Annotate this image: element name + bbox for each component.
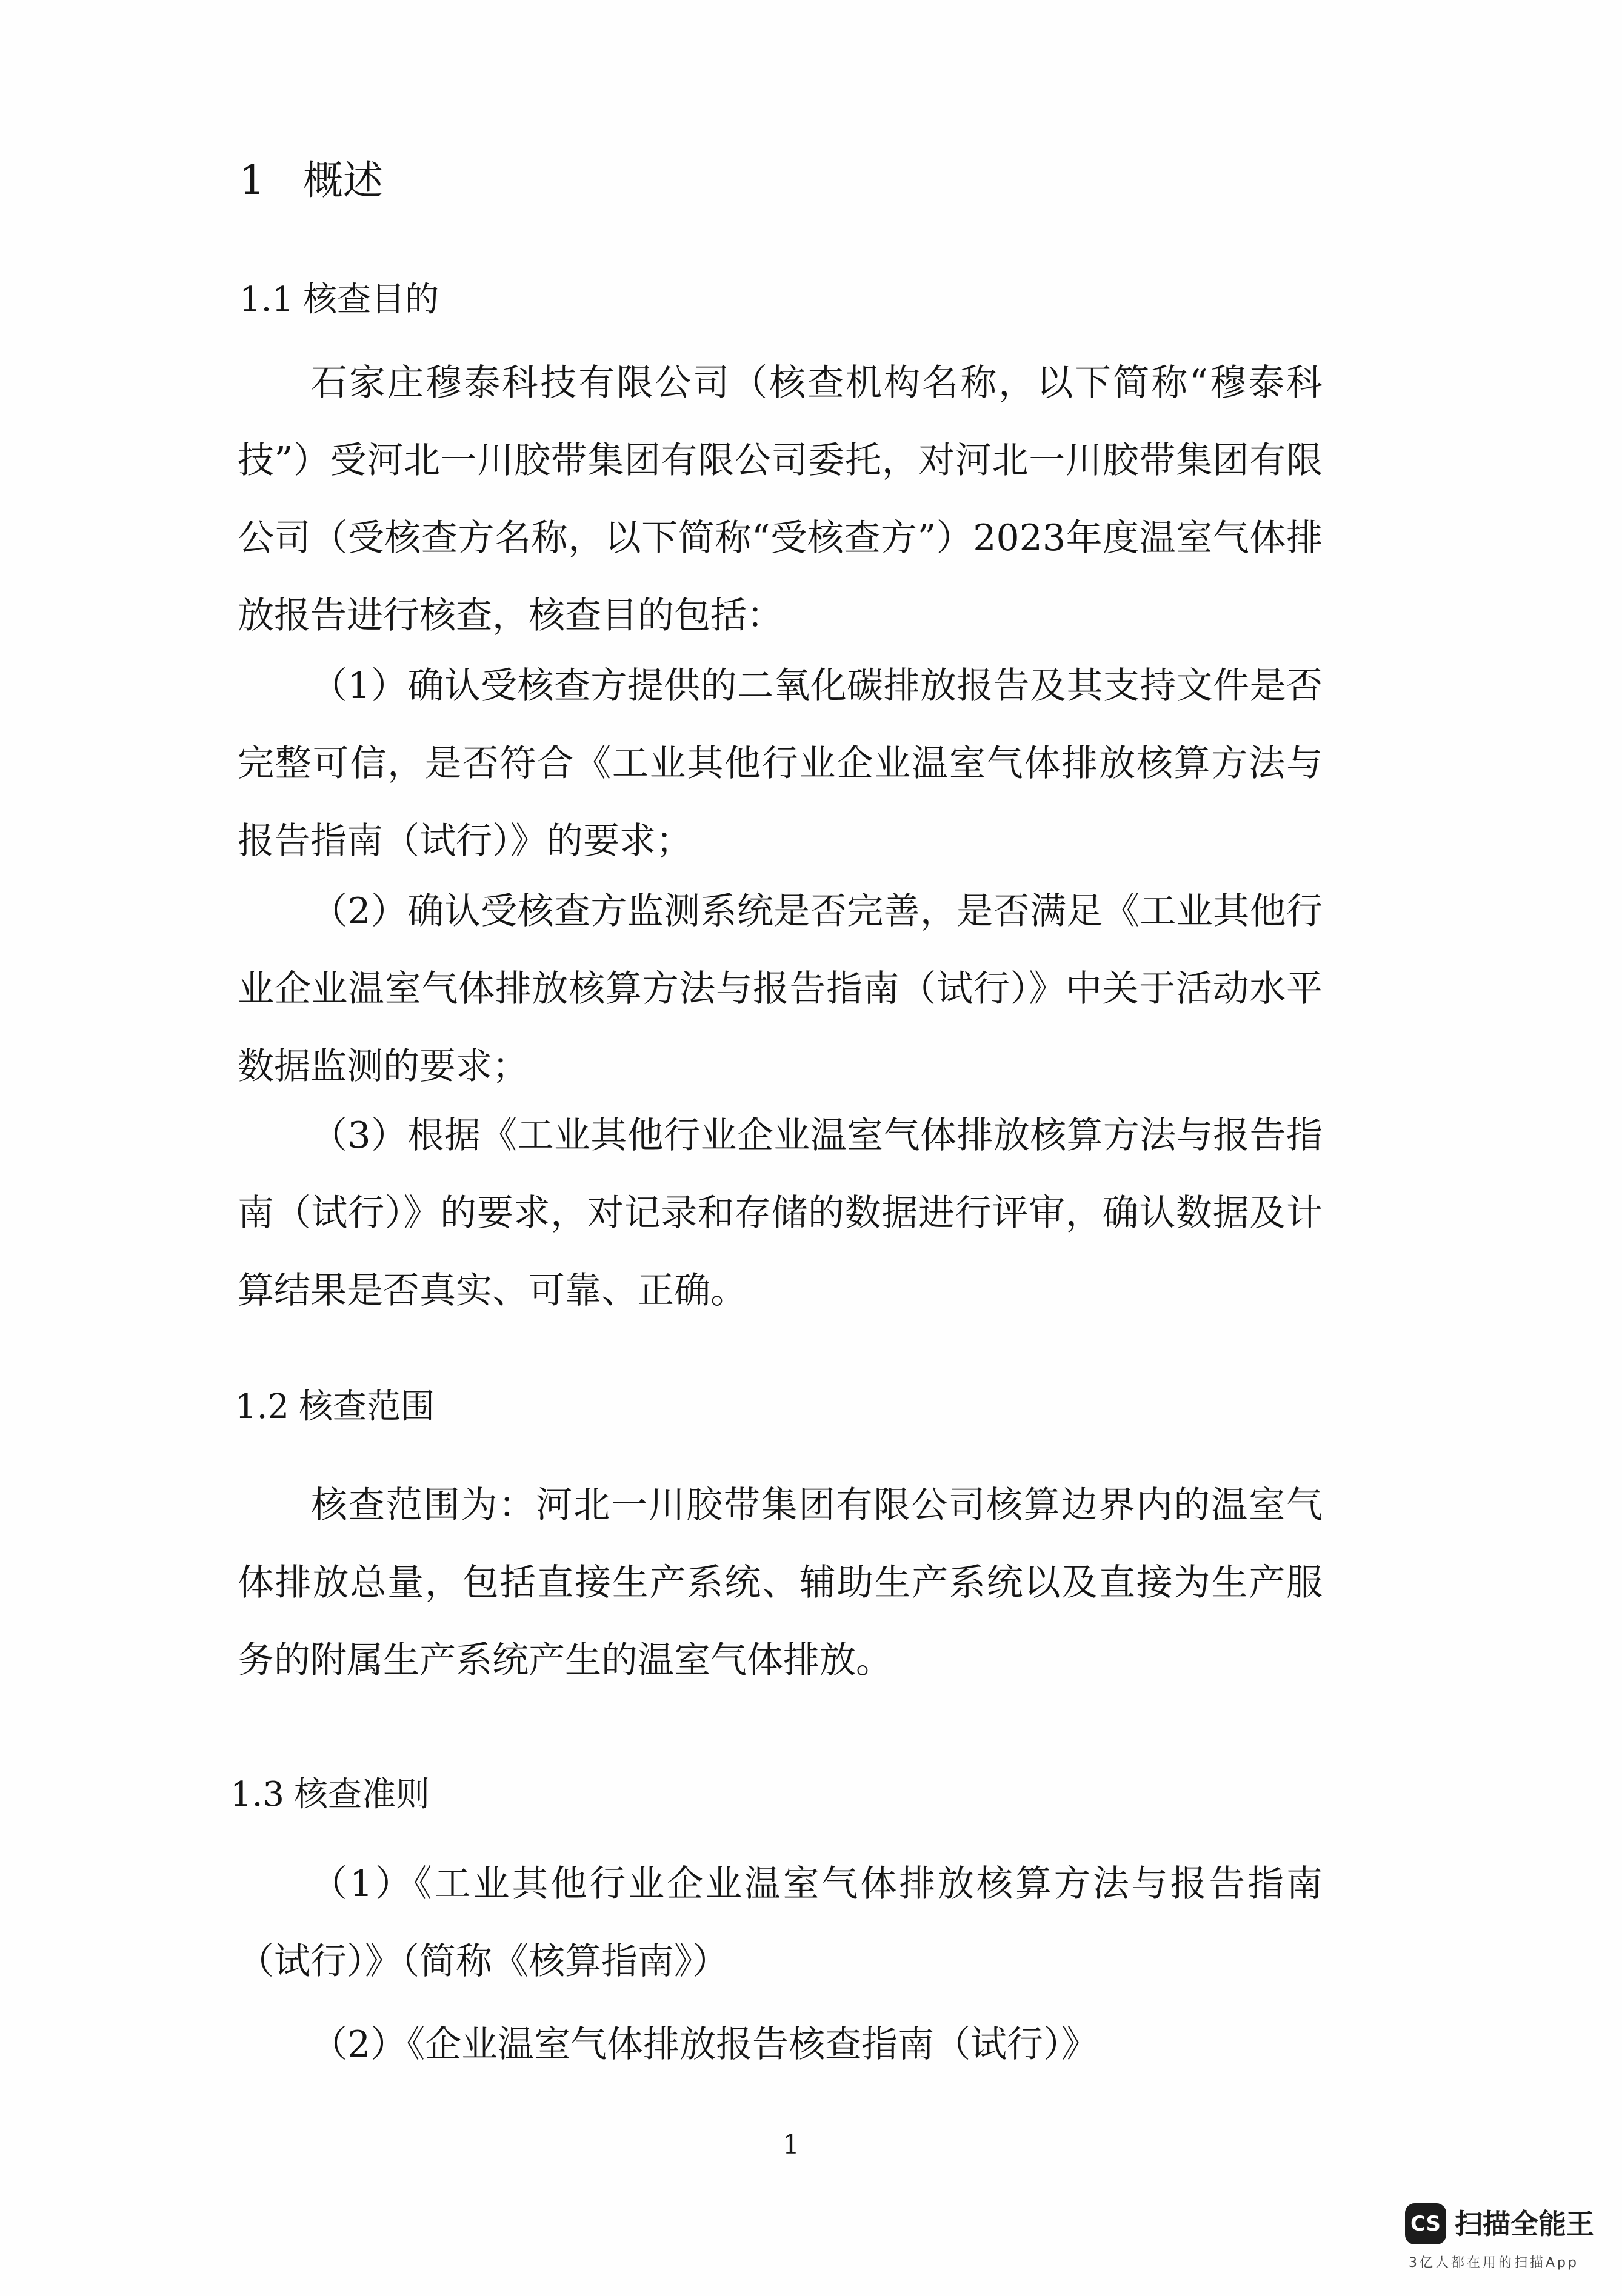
criteria-item-2: （2）《企业温室气体排放报告核查指南（试行）》 <box>311 2023 1098 2066</box>
scope-paragraph: 核查范围为：河北一川胶带集团有限公司核算边界内的温室气体排放总量，包括直接生产系统、辅助生产系统以及直接为生产服务的附属生产系统产生的温室气体排放。 <box>238 1484 1323 1682</box>
watermark-slogan: 3亿人都在用的扫描App <box>1409 2255 1579 2271</box>
subsection-title: 核查范围 <box>299 1387 435 1426</box>
subsection-heading-1-1 <box>239 276 439 324</box>
cs-logo-icon: CS <box>1405 2203 1446 2244</box>
scanner-watermark <box>1405 2203 1611 2288</box>
purpose-item-2: （2）确认受核查方监测系统是否完善，是否满足《工业其他行业企业温室气体排放核算方法与报告指南（试行）》中关于活动水平数据监测的要求； <box>238 890 1323 1088</box>
purpose-intro-paragraph: 石家庄穆泰科技有限公司（核查机构名称，以下简称“穆泰科技”）受河北一川胶带集团有限公司委托，对河北一川胶带集团有限公司（受核查方名称，以下简称“受核查方”）2023年度温室气体排放报告进行核查，核查目的包括： <box>238 362 1323 637</box>
section-title: 概述 <box>303 157 383 204</box>
watermark-brand: 扫描全能王 <box>1455 2208 1594 2240</box>
subsection-number: 1.1 <box>239 280 294 319</box>
purpose-item-3: （3）根据《工业其他行业企业温室气体排放核算方法与报告指南（试行）》的要求，对记录和存储的数据进行评审，确认数据及计算结果是否真实、可靠、正确。 <box>238 1114 1323 1312</box>
subsection-title: 核查目的 <box>303 280 439 319</box>
subsection-number: 1.3 <box>230 1775 285 1814</box>
section-heading-1 <box>239 151 383 210</box>
criteria-item-1: （1）《工业其他行业企业温室气体排放核算方法与报告指南（试行）》（简称《核算指南》） <box>238 1863 1323 1983</box>
subsection-heading-1-3 <box>230 1771 430 1819</box>
subsection-number: 1.2 <box>235 1387 290 1426</box>
subsection-heading-1-2 <box>235 1383 435 1431</box>
purpose-item-1: （1）确认受核查方提供的二氧化碳排放报告及其支持文件是否完整可信，是否符合《工业其他行业企业温室气体排放核算方法与报告指南（试行）》的要求； <box>238 665 1323 862</box>
section-number: 1 <box>239 157 265 204</box>
page-number: 1 <box>783 2129 799 2160</box>
subsection-title: 核查准则 <box>294 1775 430 1814</box>
